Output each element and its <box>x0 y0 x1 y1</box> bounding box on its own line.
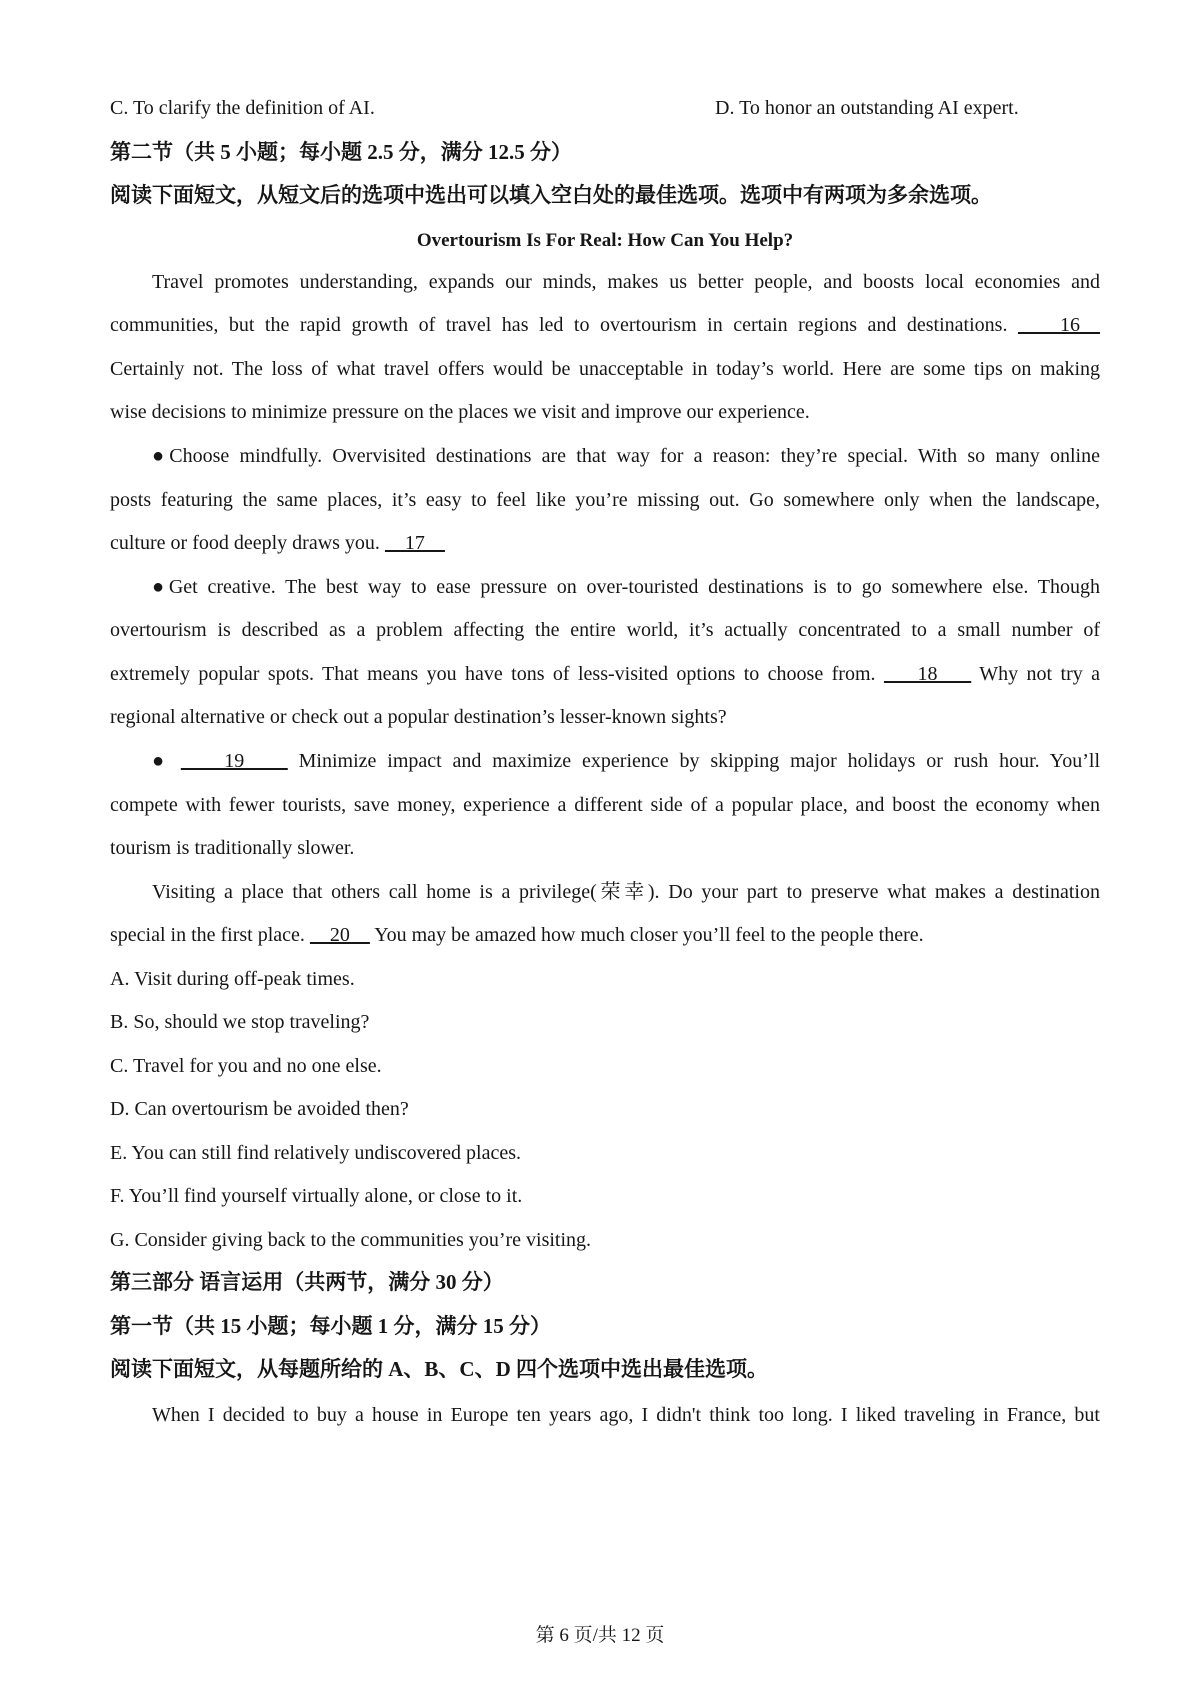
paragraph-line: tourism is traditionally slower. <box>110 837 355 859</box>
paragraph-line <box>110 313 1100 337</box>
paragraph-line: Travel promotes understanding, expands our minds, makes us better people, and boosts local economies and <box>152 271 1100 293</box>
blank-18[interactable]: 18 <box>883 663 972 685</box>
paragraph-text: Minimize impact and maximize experience by skipping major holidays or rush hour. You’ll <box>298 750 1101 772</box>
section2-instruction: 阅读下面短文，从短文后的选项中选出可以填入空白处的最佳选项。选项中有两项为多余选项。 <box>110 183 992 207</box>
option-d: D. Can overtourism be avoided then? <box>110 1098 409 1120</box>
cloze-first-line: When I decided to buy a house in Europe ten years ago, I didn't think too long. I liked traveling in France, but <box>152 1404 1100 1426</box>
paragraph-text: extremely popular spots. That means you have tons of less-visited options to choose from. <box>110 663 876 685</box>
bullet-icon: ● <box>152 750 170 772</box>
paragraph-line <box>110 923 1100 947</box>
paragraph-line <box>152 749 1100 773</box>
option-c: C. Travel for you and no one else. <box>110 1055 382 1077</box>
paragraph-text: Why not try a <box>979 663 1101 685</box>
paragraph-text: special in the first place. <box>110 924 305 946</box>
paragraph-line: ●Get creative. The best way to ease pressure on over-touristed destinations is to go somewhere else. Though <box>152 576 1100 598</box>
blank-19[interactable]: 19 <box>180 750 288 772</box>
paragraph-line <box>110 662 1100 686</box>
blank-16[interactable]: 16 <box>1017 314 1101 336</box>
passage-title: Overtourism Is For Real: How Can You Help? <box>416 230 794 251</box>
paragraph-line: posts featuring the same places, it’s easy to feel like you’re missing out. Go somewhere only when the landscape, <box>110 489 1100 511</box>
paragraph-line: wise decisions to minimize pressure on the places we visit and improve our experience. <box>110 401 810 423</box>
paragraph-text: You may be amazed how much closer you’ll feel to the people there. <box>374 924 924 946</box>
part3-heading: 第三部分 语言运用（共两节，满分 30 分） <box>110 1270 504 1294</box>
part3-section1-heading: 第一节（共 15 小题；每小题 1 分，满分 15 分） <box>110 1314 551 1338</box>
paragraph-line: Visiting a place that others call home is a privilege(荣幸). Do your part to preserve what makes a destination <box>152 881 1100 903</box>
prev-question-options <box>110 96 1100 120</box>
paragraph-line <box>110 531 1100 555</box>
option-f: F. You’ll find yourself virtually alone, or close to it. <box>110 1185 523 1207</box>
blank-17[interactable]: 17 <box>384 532 445 554</box>
paragraph-text: communities, but the rapid growth of travel has led to overtourism in certain regions and destinations. <box>110 314 1008 336</box>
paragraph-line: ●Choose mindfully. Overvisited destinations are that way for a reason: they’re special. With so many online <box>152 445 1100 467</box>
option-a: A. Visit during off-peak times. <box>110 968 355 990</box>
option-b: B. So, should we stop traveling? <box>110 1011 370 1033</box>
paragraph-line: Certainly not. The loss of what travel offers would be unacceptable in today’s world. Here are some tips on making <box>110 358 1100 380</box>
paragraph-line: overtourism is described as a problem affecting the entire world, it’s actually concentrated to a small number of <box>110 619 1100 641</box>
paragraph-line: compete with fewer tourists, save money, experience a different side of a popular place, and boost the economy when <box>110 794 1100 816</box>
option-e: E. You can still find relatively undiscovered places. <box>110 1142 522 1164</box>
section2-heading: 第二节（共 5 小题；每小题 2.5 分，满分 12.5 分） <box>110 140 572 164</box>
paragraph-text: culture or food deeply draws you. <box>110 532 380 554</box>
blank-20[interactable]: 20 <box>309 924 370 946</box>
prev-option-d: D. To honor an outstanding AI expert. <box>715 97 1019 119</box>
part3-instruction: 阅读下面短文，从每题所给的 A、B、C、D 四个选项中选出最佳选项。 <box>110 1357 769 1381</box>
prev-option-c: C. To clarify the definition of AI. <box>110 97 375 119</box>
option-g: G. Consider giving back to the communities you’re visiting. <box>110 1229 592 1251</box>
page-footer: 第 6 页/共 12 页 <box>535 1625 665 1646</box>
paragraph-line: regional alternative or check out a popular destination’s lesser-known sights? <box>110 706 727 728</box>
